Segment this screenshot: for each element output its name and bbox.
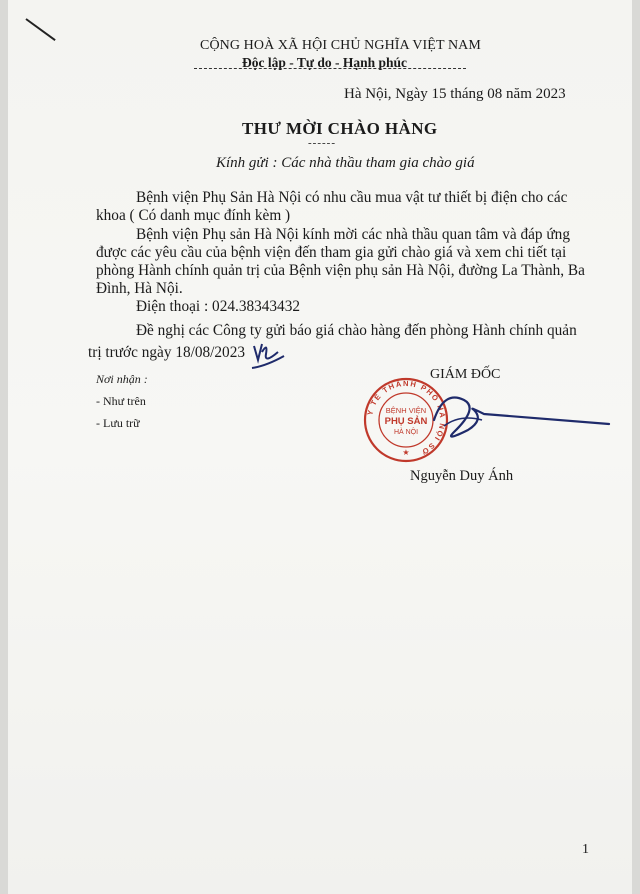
salutation: Kính gửi : Các nhà thầu tham gia chào giá	[216, 155, 475, 171]
body-line: Bệnh viện Phụ Sản Hà Nội có nhu cầu mua vật tư thiết bị điện cho các	[136, 189, 568, 206]
signer-name: Nguyễn Duy Ánh	[410, 468, 514, 484]
document-page	[8, 0, 632, 894]
seal-line: BỆNH VIỆN	[385, 406, 427, 415]
body-line: phòng Hành chính quản trị của Bệnh viện phụ sản Hà Nội, đường La Thành, Ba	[96, 262, 585, 279]
seal-line: PHỤ SẢN	[384, 416, 428, 427]
header-divider	[194, 68, 466, 69]
page-number: 1	[582, 842, 589, 857]
document-date: Hà Nội, Ngày 15 tháng 08 năm 2023	[344, 86, 566, 102]
seal-line: HÀ NỘI	[393, 429, 419, 436]
body-line: khoa ( Có danh mục đính kèm )	[96, 207, 291, 224]
body-line: Đề nghị các Công ty gửi báo giá chào hàng đến phòng Hành chính quản	[136, 322, 577, 339]
national-header: CỘNG HOÀ XÃ HỘI CHỦ NGHĨA VIỆT NAM	[200, 38, 481, 53]
document-title: THƯ MỜI CHÀO HÀNG	[242, 119, 438, 138]
body-line: được các yêu cầu của bệnh viện đến tham gia gửi chào giá và xem chi tiết tại	[96, 244, 567, 261]
national-motto: Độc lập - Tự do - Hạnh phúc	[242, 55, 408, 70]
title-rule: ------	[308, 137, 336, 149]
initial-signature	[248, 338, 288, 372]
recipient-item: - Lưu trữ	[96, 416, 140, 430]
recipient-item: - Như trên	[96, 394, 146, 408]
seal-star-icon: ★	[402, 448, 410, 457]
recipients-label: Nơi nhận :	[96, 372, 148, 386]
seal-ring-text: Y TẾ THÀNH PHỐ HÀ NỘI SỞ	[365, 378, 448, 458]
signer-role: GIÁM ĐỐC	[430, 367, 501, 382]
director-signature	[424, 380, 614, 450]
pen-mark	[25, 18, 55, 41]
body-line: trị trước ngày 18/08/2023	[88, 344, 246, 361]
phone-line: Điện thoại : 024.38343432	[136, 298, 301, 315]
body-line: Bệnh viện Phụ sản Hà Nội kính mời các nhà thầu quan tâm và đáp ứng	[136, 226, 570, 243]
body-line: Đình, Hà Nội.	[96, 280, 183, 297]
